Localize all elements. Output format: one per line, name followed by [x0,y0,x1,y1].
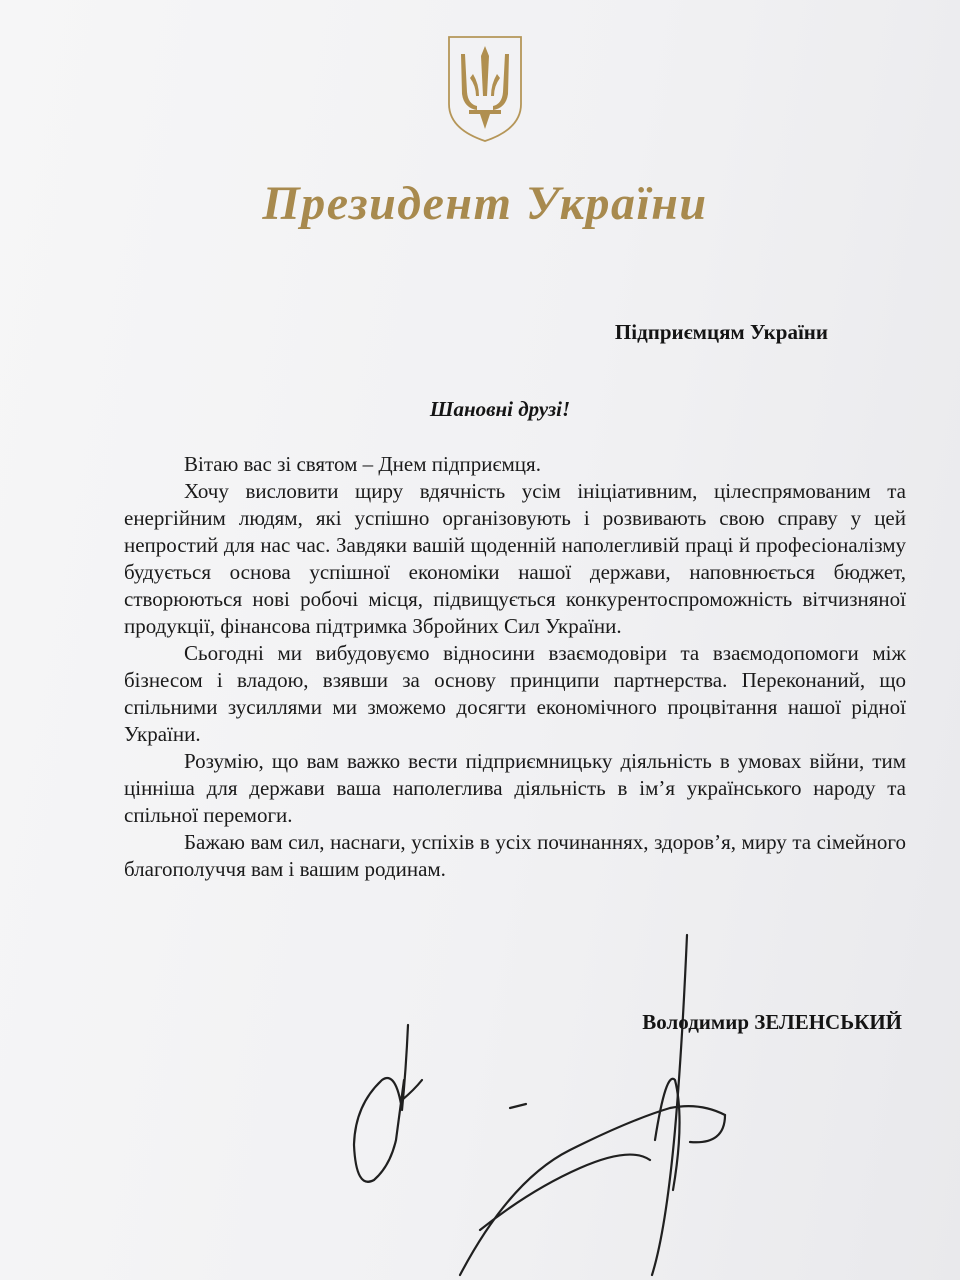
signature [330,930,760,1280]
letter-body [124,451,906,883]
letterhead-title: Президент України [262,177,708,230]
salutation: Шановні друзі! [429,397,571,421]
paragraph: Сьогодні ми вибудовуємо відносини взаємодовіри та взаємодопомоги між бізнесом і владою, взявши за основу принципи партнерства. Переконаний, що спільними зусиллями ми зможемо досягти економічного процвітання нашої рідної України. [124,641,906,746]
signer-name: Володимир ЗЕЛЕНСЬКИЙ [642,1010,902,1034]
coat-of-arms-icon [446,34,524,144]
paragraph: Бажаю вам сил, наснаги, успіхів в усіх починаннях, здоров’я, миру та сімейного благополуччя вам і вашим родинам. [124,830,906,881]
addressee: Підприємцям України [614,320,828,344]
paragraph: Розумію, що вам важко вести підприємницьку діяльність в умовах війни, тим цінніша для держави ваша наполеглива діяльність в ім’я українського народу та спільної перемоги. [124,749,906,827]
paragraph: Вітаю вас зі святом – Днем підприємця. [184,452,541,476]
paragraph: Хочу висловити щиру вдячність усім ініціативним, цілеспрямованим та енергійним людям, які успішно організовують і розвивають свою справу у цей непростий для нас час. Завдяки вашій щоденній наполегливій праці й професіоналізму будується основа успішної економіки нашої держави, наповнюється бюджет, створюються нові робочі місця, підвищується конкурентоспроможність вітчизняної продукції, фінансова підтримка Збройних Сил України. [124,479,906,638]
